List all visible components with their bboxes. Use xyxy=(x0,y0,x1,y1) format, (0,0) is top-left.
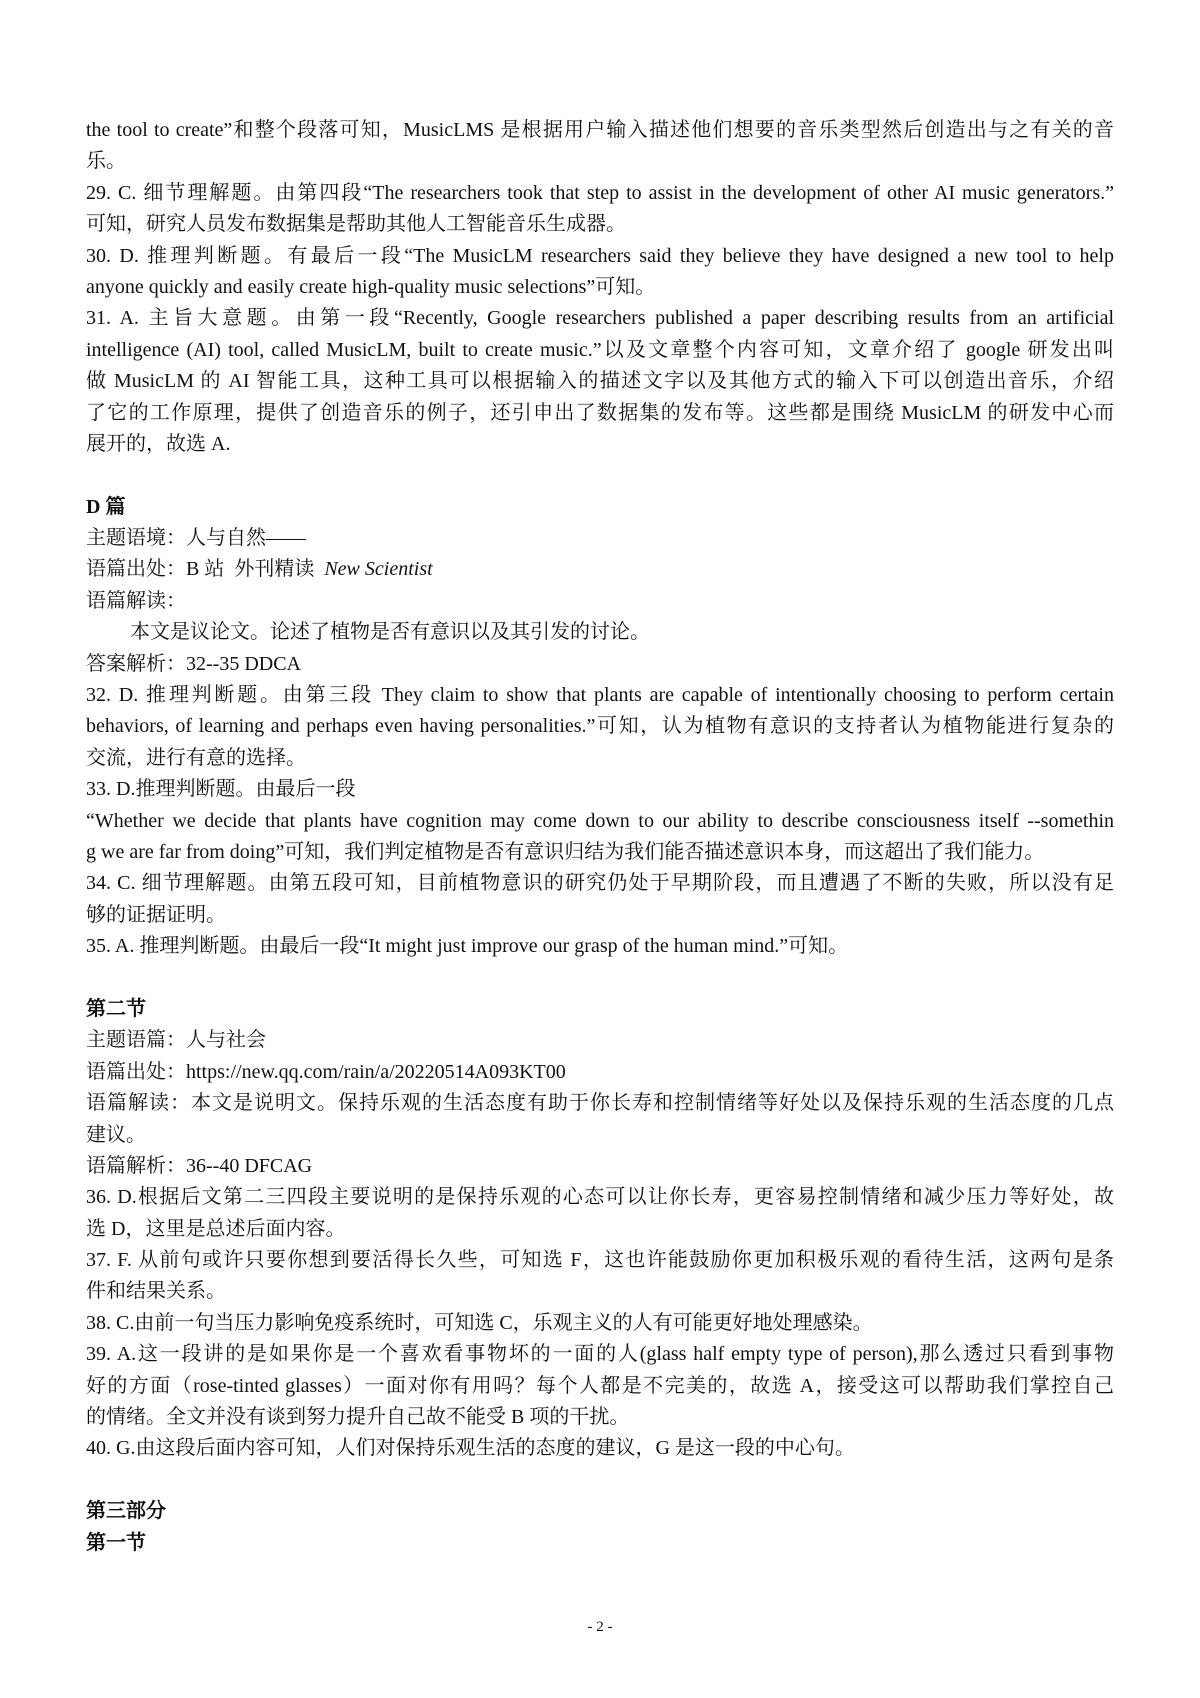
answer-line: 展开的，故选 A. xyxy=(86,432,231,455)
answer-line: 33. D.推理判断题。由最后一段 xyxy=(86,778,356,801)
answer-line: 做 MusicLM 的 AI 智能工具，这种工具可以根据输入的描述文字以及其他方式的输入下可以创造出音乐，介绍 xyxy=(86,370,1114,393)
interpretation-text: 语篇解读：本文是说明文。保持乐观的生活态度有助于你长寿和控制情绪等好处以及保持乐观的生活态度的几点 xyxy=(86,1092,1114,1115)
answer-q28-continued xyxy=(86,115,1114,178)
answer-q37 xyxy=(86,1245,1114,1308)
answer-line: anyone quickly and easily create high-quality music selections”可知。 xyxy=(86,275,656,298)
answer-line: 34. C. 细节理解题。由第五段可知，目前植物意识的研究仍处于早期阶段，而且遭遇了不断的失败，所以没有足 xyxy=(86,872,1114,895)
answer-line: behaviors, of learning and perhaps even having personalities.”可知，认为植物有意识的支持者认为植物能进行复杂的 xyxy=(86,715,1114,738)
source-line: 语篇出处：https://new.qq.com/rain/a/20220514A093KT00 xyxy=(86,1060,566,1083)
answer-line: g we are far from doing”可知，我们判定植物是否有意识归结为我们能否描述意识本身，而这超出了我们能力。 xyxy=(86,840,1045,863)
answer-line: 32. D. 推理判断题。由第三段 They claim to show that plants are capable of intentionally choosing to perform certain xyxy=(86,684,1114,707)
answer-line: 可知，研究人员发布数据集是帮助其他人工智能音乐生成器。 xyxy=(86,213,626,236)
answer-q36 xyxy=(86,1182,1114,1245)
page-number: - 2 - xyxy=(587,1619,613,1635)
answer-line: 35. A. 推理判断题。由最后一段“It might just improve our grasp of the human mind.”可知。 xyxy=(86,935,849,958)
answer-line: 29. C. 细节理解题。由第四段“The researchers took that step to assist in the development of other AI music generators.” xyxy=(86,181,1114,204)
answer-line: 36. D.根据后文第二三四段主要说明的是保持乐观的心态可以让你长寿，更容易控制情绪和减少压力等好处，故 xyxy=(86,1186,1114,1209)
answer-q33 xyxy=(86,774,1114,868)
answer-line: 30. D. 推理判断题。有最后一段“The MusicLM researchers said they believe they have designed a new tool to help xyxy=(86,244,1114,267)
answer-q40 xyxy=(86,1433,1114,1464)
section-2 xyxy=(86,994,1114,1465)
answer-line: “Whether we decide that plants have cognition may come down to our ability to describe consciousness itself --somethin xyxy=(86,809,1114,832)
answer-key: 语篇解析：36--40 DFCAG xyxy=(86,1154,313,1177)
answer-line: 乐。 xyxy=(86,150,126,173)
answer-line: the tool to create”和整个段落可知，MusicLMS 是根据用户输入描述他们想要的音乐类型然后创造出与之有关的音 xyxy=(86,119,1114,141)
answer-line: 39. A.这一段讲的是如果你是一个喜欢看事物坏的一面的人(glass half empty type of person),那么透过只看到事物 xyxy=(86,1343,1114,1366)
answer-line: 了它的工作原理，提供了创造音乐的例子，还引申出了数据集的发布等。这些都是围绕 MusicLM 的研发中心而 xyxy=(86,401,1114,424)
source-title: New Scientist xyxy=(324,558,433,581)
answer-q39 xyxy=(86,1339,1114,1433)
answer-line: 31. A. 主旨大意题。由第一段“Recently, Google researchers published a paper describing results from an artificial xyxy=(86,307,1114,330)
answer-q38 xyxy=(86,1308,1114,1339)
part-heading: 第三部分 xyxy=(86,1500,166,1523)
answer-line: 选 D，这里是总述后面内容。 xyxy=(86,1217,346,1240)
part-3 xyxy=(86,1496,1114,1559)
answer-line: 38. C.由前一句当压力影响免疫系统时，可知选 C，乐观主义的人有可能更好地处理感染。 xyxy=(86,1311,873,1334)
answer-key: 答案解析：32--35 DDCA xyxy=(86,652,301,675)
document-page-body xyxy=(86,115,1114,1559)
passage-d-section xyxy=(86,492,1114,963)
theme-line: 主题语篇：人与社会 xyxy=(86,1029,266,1052)
answer-line: 40. G.由这段后面内容可知，人们对保持乐观生活的态度的建议，G 是这一段的中心句。 xyxy=(86,1437,855,1460)
answer-q31 xyxy=(86,303,1114,460)
answer-line: 37. F. 从前句或许只要你想到要活得长久些，可知选 F，这也许能鼓励你更加积极乐观的看待生活，这两句是条 xyxy=(86,1249,1114,1272)
answer-q32 xyxy=(86,680,1114,774)
spacer xyxy=(86,460,1114,491)
section-heading: 第一节 xyxy=(86,1531,146,1554)
interpretation-label: 语篇解读： xyxy=(86,589,186,612)
answer-q29 xyxy=(86,178,1114,241)
answer-q34 xyxy=(86,868,1114,931)
section-heading: 第二节 xyxy=(86,997,146,1020)
spacer xyxy=(86,1465,1114,1496)
source-prefix: 语篇出处：B 站 外刊精读 xyxy=(86,558,325,581)
answer-line: intelligence (AI) tool, called MusicLM, built to create music.”以及文章整个内容可知，文章介绍了 google 研发出叫 xyxy=(86,338,1114,361)
answer-q35 xyxy=(86,931,1114,962)
source-line xyxy=(86,554,1114,585)
answer-line: 好的方面（rose-tinted glasses）一面对你有用吗？每个人都是不完美的，故选 A，接受这可以帮助我们掌控自己 xyxy=(86,1374,1114,1397)
section-heading: D 篇 xyxy=(86,495,126,518)
interpretation-text: 建议。 xyxy=(86,1123,146,1146)
interpretation-text: 本文是议论文。论述了植物是否有意识以及其引发的讨论。 xyxy=(130,621,650,644)
theme-line: 主题语境：人与自然—— xyxy=(86,527,306,550)
answer-q30 xyxy=(86,241,1114,304)
answer-line: 交流，进行有意的选择。 xyxy=(86,746,306,769)
answer-line: 件和结果关系。 xyxy=(86,1280,226,1303)
answer-line: 够的证据证明。 xyxy=(86,903,226,926)
answer-line: 的情绪。全文并没有谈到努力提升自己故不能受 B 项的干扰。 xyxy=(86,1406,630,1429)
spacer xyxy=(86,963,1114,994)
